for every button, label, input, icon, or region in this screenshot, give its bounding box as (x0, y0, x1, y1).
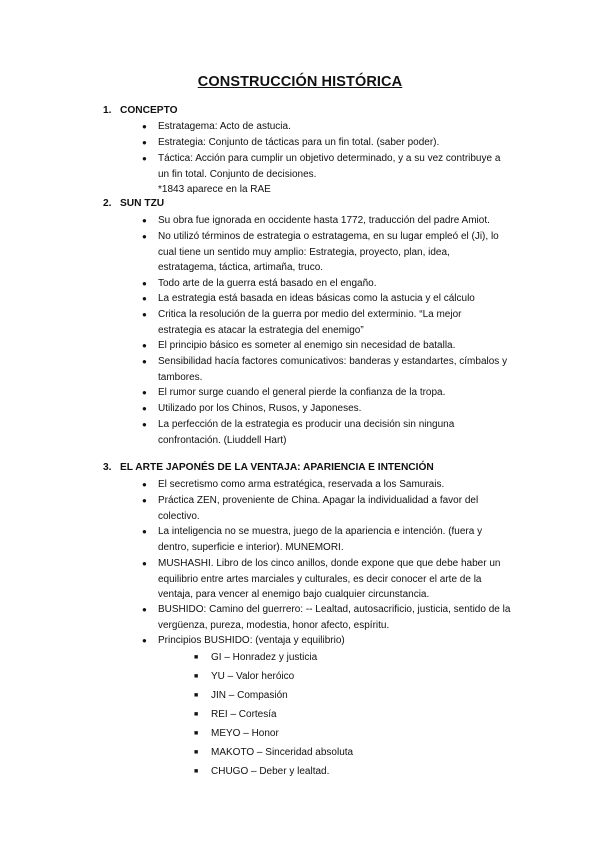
sub-list-item: ■ REI – Cortesía (211, 707, 277, 723)
sub-list-item: ■ CHUGO – Deber y lealtad. (211, 764, 329, 780)
list-item: ● Utilizado por los Chinos, Rusos, y Japoneses. (158, 401, 361, 417)
list-item: ● Critica la resolución de la guerra por medio del exterminio. “La mejor estrategia es atacar la estrategia del enemigo” (158, 307, 461, 338)
list-item: ● BUSHIDO: Camino del guerrero: -- Lealtad, autosacrificio, justicia, sentido de la vergüenza, pureza, modestia, honor afecto, espíritu. (158, 602, 510, 633)
list-item: ● Todo arte de la guerra está basado en el engaño. (158, 276, 377, 292)
page-title: CONSTRUCCIÓN HISTÓRICA (197, 74, 403, 90)
section-number: 2. (103, 198, 112, 209)
list-item: ● El secretismo como arma estratégica, reservada a los Samurais. (158, 477, 444, 493)
list-item: ● Estrategia: Conjunto de tácticas para un fin total. (saber poder). (158, 135, 439, 151)
list-item: ● MUSHASHI. Libro de los cinco anillos, donde expone que que debe haber un equilibrio entre artes marciales y culturales, es decir conocer el arte de la ventaja, para vencer al enemigo bajo cualquier circunstancia. (158, 556, 500, 603)
sub-list-item: ■ GI – Honradez y justicia (211, 650, 317, 666)
sub-list-item: ■ MEYO – Honor (211, 726, 279, 742)
note-text: *1843 aparece en la RAE (158, 184, 271, 195)
section-heading-arte-japones (103, 462, 434, 473)
sub-list-item: ■ YU – Valor heróico (211, 669, 294, 685)
list-item: ● El principio básico es someter al enemigo sin necesidad de batalla. (158, 338, 455, 354)
list-item: ● No utilizó términos de estrategia o estratagema, en su lugar empleó el (Ji), lo cual tiene un sentido muy amplio: Estrategia, proyecto, plan, idea, estratagema, táctica, artimaña, truco. (158, 229, 499, 276)
list-item: ● Sensibilidad hacía factores comunicativos: banderas y estandartes, címbalos y tambores. (158, 354, 507, 385)
section-title: CONCEPTO (120, 105, 178, 116)
list-item: ● La inteligencia no se muestra, juego de la apariencia e intención. (fuera y dentro, superficie e interior). MUNEMORI. (158, 524, 482, 555)
list-item: ● Su obra fue ignorada en occidente hasta 1772, traducción del padre Amiot. (158, 213, 490, 229)
sub-list-item: ■ JIN – Compasión (211, 688, 288, 704)
list-item: ● Práctica ZEN, proveniente de China. Apagar la individualidad a favor del colectivo. (158, 493, 478, 524)
section-title: EL ARTE JAPONÉS DE LA VENTAJA: APARIENCIA E INTENCIÓN (120, 462, 434, 473)
list-item: ● La perfección de la estrategia es producir una decisión sin ninguna confrontación. (Liuddell Hart) (158, 417, 454, 448)
section-number: 3. (103, 462, 112, 473)
list-item: ● El rumor surge cuando el general pierde la confianza de la tropa. (158, 385, 445, 401)
list-item: ● Táctica: Acción para cumplir un objetivo determinado, y a su vez contribuye a un fin total. Conjunto de decisiones. (158, 151, 500, 182)
section-heading-sun-tzu (103, 198, 164, 209)
section-heading-concepto (103, 105, 178, 116)
list-item: ● Principios BUSHIDO: (ventaja y equilibrio) (158, 633, 345, 649)
sub-list-item: ■ MAKOTO – Sinceridad absoluta (211, 745, 353, 761)
section-title: SUN TZU (120, 198, 165, 209)
list-item: ● Estratagema: Acto de astucia. (158, 119, 291, 135)
section-number: 1. (103, 105, 112, 116)
list-item: ● La estrategia está basada en ideas básicas como la astucia y el cálculo (158, 291, 475, 307)
